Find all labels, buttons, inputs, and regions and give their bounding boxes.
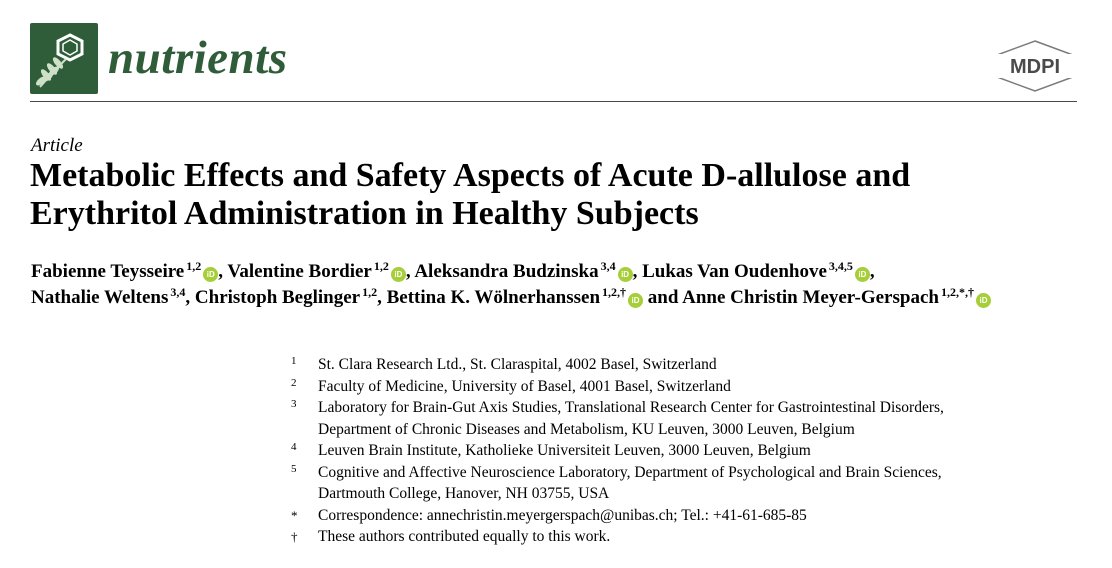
author-affil-sup: 1,2: [373, 259, 389, 273]
orcid-icon[interactable]: iD: [976, 293, 991, 308]
equal-contribution-text: These authors contributed equally to this work.: [318, 528, 611, 545]
affiliation-item: [288, 354, 1068, 376]
affiliation-mark: 2: [291, 376, 297, 389]
author-name: Christoph Beglinger: [194, 287, 361, 308]
affiliation-text: Cognitive and Affective Neuroscience Laboratory, Department of Psychological and Brain Sciences,: [318, 463, 942, 481]
author-affil-sup: 1,2,†: [602, 285, 627, 299]
affiliation-item: [288, 376, 1068, 398]
author-conjunction: and: [647, 287, 679, 308]
author-name: Nathalie Weltens: [31, 287, 169, 308]
affiliation-list: [288, 354, 1068, 548]
orcid-icon[interactable]: iD: [628, 293, 643, 308]
author-list: [31, 259, 1101, 311]
author-affil-sup: 3,4: [600, 259, 616, 273]
affiliation-mark: 3: [291, 398, 297, 410]
affiliation-mark: *: [291, 507, 298, 523]
author-affil-sup: 1,2: [186, 259, 202, 273]
author-name: Fabienne Teysseire: [31, 261, 185, 282]
affiliation-item: [288, 397, 1068, 440]
title-line: Metabolic Effects and Safety Aspects of Acute D-allulose and: [30, 157, 911, 194]
author-name: Valentine Bordier: [227, 261, 372, 282]
author-name: Aleksandra Budzinska: [414, 261, 599, 282]
affiliation-text: Department of Chronic Diseases and Metabolism, KU Leuven, 3000 Leuven, Belgium: [318, 420, 855, 438]
equal-contribution-note: [288, 526, 1068, 548]
author-name: Lukas Van Oudenhove: [642, 261, 827, 282]
correspondence-item: [288, 505, 1068, 527]
title-line: Erythritol Administration in Healthy Subjects: [30, 195, 699, 232]
affiliation-text: Laboratory for Brain-Gut Axis Studies, Translational Research Center for Gastrointestinal Disorders,: [318, 399, 944, 416]
article-type: Article: [31, 135, 83, 156]
author-affil-sup: 3,4: [170, 285, 186, 299]
orcid-icon[interactable]: iD: [391, 267, 406, 282]
journal-logo: [30, 23, 98, 94]
publisher-name: MDPI: [1010, 56, 1060, 78]
author-name: Bettina K. Wölnerhanssen: [386, 287, 601, 308]
orcid-icon[interactable]: iD: [203, 267, 218, 282]
affiliation-text: Faculty of Medicine, University of Basel, 4001 Basel, Switzerland: [318, 377, 731, 395]
affiliation-item: [288, 440, 1068, 462]
header-rule: [30, 101, 1077, 102]
wheat-hexagon-logo-icon: [30, 23, 98, 94]
affiliation-mark: †: [291, 529, 298, 544]
publisher-logo: [993, 39, 1077, 93]
article-title: [30, 157, 1090, 233]
author-affil-sup: 3,4,5: [828, 259, 853, 273]
affiliation-text: Leuven Brain Institute, Katholieke Universiteit Leuven, 3000 Leuven, Belgium: [318, 442, 811, 459]
author-affil-sup: 1,2,*,†: [940, 285, 974, 299]
affiliation-mark: 5: [291, 462, 297, 475]
author-line: Fabienne Teysseire $^{1,2}$iD , Valentine Bordier $^{1,2}$iD , Aleksandra Budzinska $^{3,4}$iD , Lukas Van Oudenhove $^{3,4,5}$iD ,: [31, 259, 875, 282]
affiliation-mark: 1: [291, 355, 297, 367]
affiliation-text: Dartmouth College, Hanover, NH 03755, USA: [318, 485, 610, 502]
author-name: Anne Christin Meyer-Gerspach: [682, 287, 939, 308]
correspondence-text[interactable]: Correspondence: annechristin.meyergerspach@unibas.ch; Tel.: +41-61-685-85: [318, 506, 807, 524]
affiliation-item: [288, 462, 1068, 505]
journal-name: nutrients: [108, 32, 288, 84]
affiliation-text: St. Clara Research Ltd., St. Claraspital, 4002 Basel, Switzerland: [318, 356, 717, 373]
author-affil-sup: 1,2: [362, 285, 378, 299]
orcid-icon[interactable]: iD: [618, 267, 633, 282]
author-line: Nathalie Weltens $^{3,4}$, Christoph Beglinger $^{1,2}$, Bettina K. Wölnerhanssen $^{1,2,\dagger}$iD and Anne Christin Meyer-Gerspach $^{1,2,*,\dagger}$iD: [31, 285, 1101, 311]
orcid-icon[interactable]: iD: [855, 267, 870, 282]
affiliation-mark: 4: [291, 441, 297, 453]
